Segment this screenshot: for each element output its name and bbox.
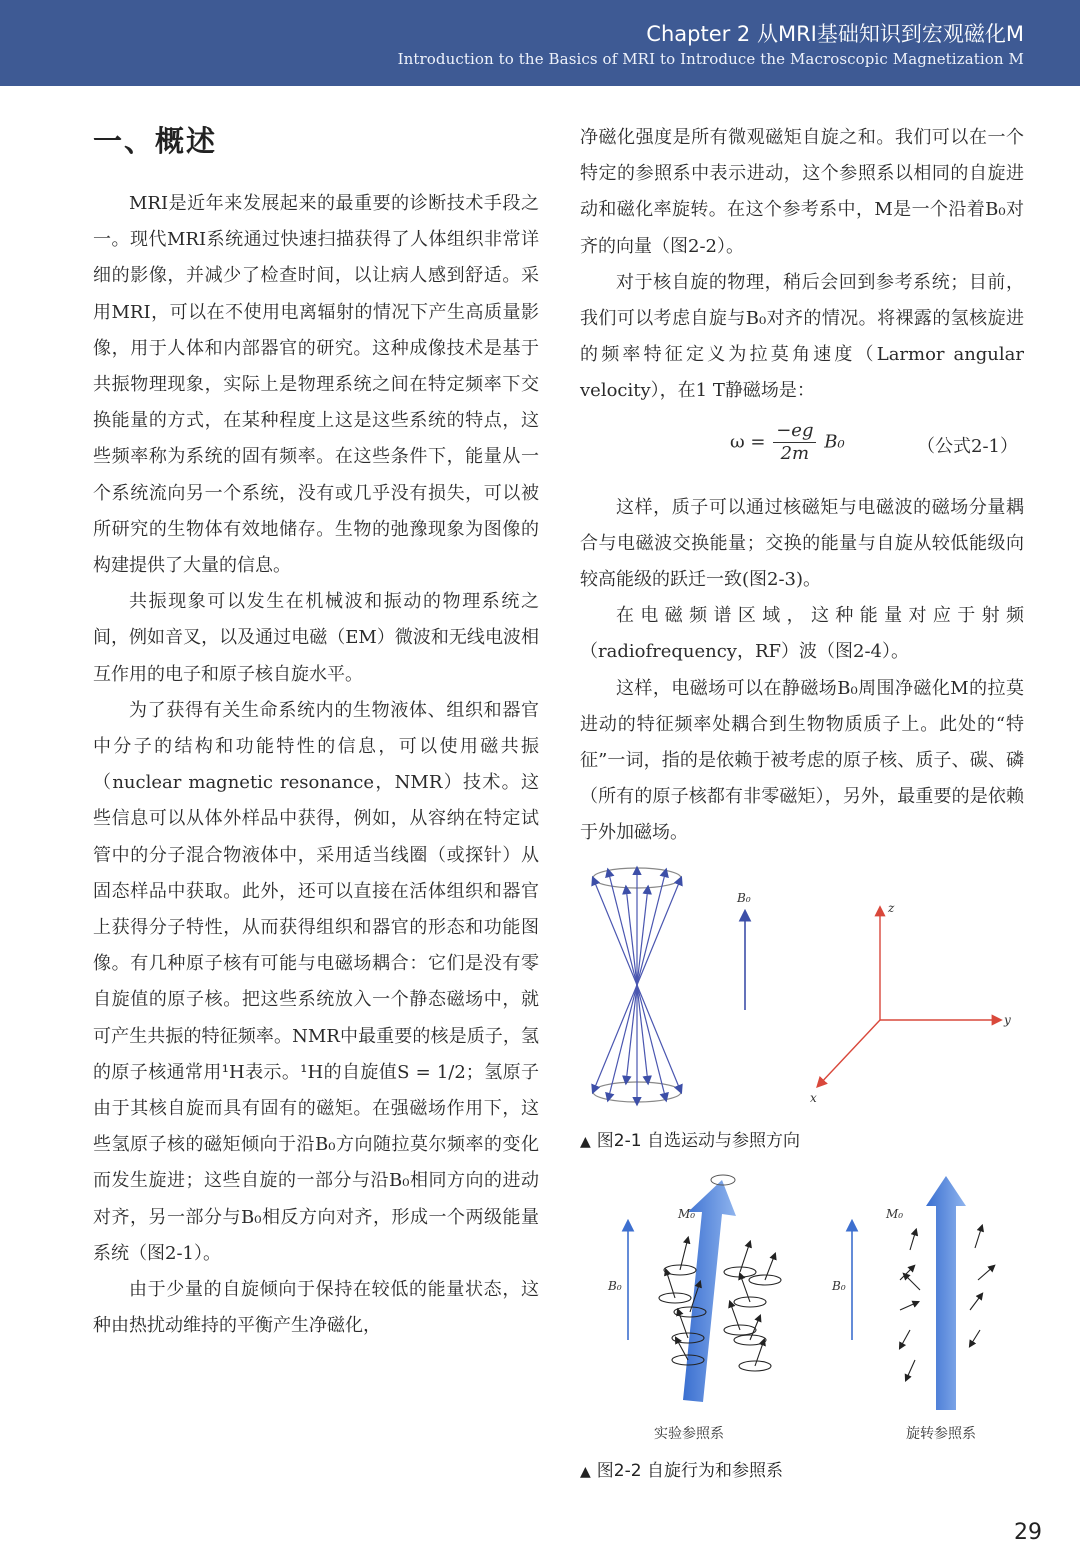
- double-cone-diagram: [593, 868, 681, 1104]
- left-column: [93, 118, 539, 1345]
- chapter-title: Chapter 2 从MRI基础知识到宏观磁化M: [646, 22, 1024, 46]
- paragraph: 共振现象可以发生在机械波和振动的物理系统之间，例如音叉，以及通过电磁（EM）微波和无线电波相互作用的电子和原子核自旋水平。: [93, 591, 539, 685]
- x-axis-label: x: [810, 1091, 817, 1105]
- lab-b0-label: B₀: [608, 1279, 622, 1293]
- section-title: 一、概述: [93, 124, 218, 158]
- formula-rhs: B₀: [824, 431, 845, 453]
- figure-2-2: [580, 1170, 1030, 1450]
- figure-2-2-caption: [580, 1456, 783, 1481]
- rot-m0-label: M₀: [886, 1207, 904, 1221]
- chapter-subtitle: Introduction to the Basics of MRI to Introduce the Macroscopic Magnetization M: [397, 50, 1024, 68]
- rot-b0-label: B₀: [832, 1279, 846, 1293]
- y-axis-label: y: [1004, 1013, 1011, 1027]
- chapter-header: [0, 0, 1080, 86]
- paragraph: 由于少量的自旋倾向于保持在较低的能量状态，这种由热扰动维持的平衡产生净磁化，: [93, 1279, 539, 1337]
- rot-m0-arrow: [926, 1176, 966, 1410]
- figure-2-1-caption: [580, 1126, 800, 1151]
- xyz-axes: [818, 908, 1000, 1086]
- figure-2-1: [580, 860, 1030, 1120]
- formula-expression: [730, 420, 845, 465]
- paragraph: 在电磁频谱区域，这种能量对应于射频（radiofrequency，RF）波（图2-4）。: [580, 605, 1024, 663]
- b0-label: B₀: [737, 891, 751, 905]
- z-axis-label: z: [888, 901, 895, 915]
- right-column: [580, 120, 1024, 852]
- precessing-spins: [659, 1238, 781, 1371]
- page-number: 29: [1014, 1520, 1042, 1545]
- formula-lhs: ω =: [730, 431, 766, 453]
- triangle-icon: ▲: [580, 1464, 591, 1480]
- paragraph: 这样，电磁场可以在静磁场B₀周围净磁化M的拉莫进动的特征频率处耦合到生物物质质子上。此处的“特征”一词，指的是依赖于被考虑的原子核、质子、碳、磷（所有的原子核都有非零磁矩），另外，最重要的是依赖于外加磁场。: [580, 677, 1024, 844]
- lab-frame-label: 实验参照系: [654, 1426, 724, 1442]
- paragraph: 净磁化强度是所有微观磁矩自旋之和。我们可以在一个特定的参照系中表示进动，这个参照系以相同的自旋进动和磁化率旋转。在这个参考系中，M是一个沿着B₀对齐的向量（图2-2）。: [580, 127, 1024, 257]
- caption-text: 图2-1 自选运动与参照方向: [596, 1131, 800, 1151]
- paragraph: 对于核自旋的物理，稍后会回到参考系统；目前，我们可以考虑自旋与B₀对齐的情况。将裸露的氢核旋进的频率特征定义为拉莫角速度（Larmor angular velocity），在1 T静磁场是：: [580, 271, 1024, 402]
- paragraph: MRI是近年来发展起来的最重要的诊断技术手段之一。现代MRI系统通过快速扫描获得了人体组织非常详细的影像，并减少了检查时间，以让病人感到舒适。采用MRI，可以在不使用电离辐射的情况下产生高质量影像，用于人体和内部器官的研究。这种成像技术是基于共振物理现象，实际上是物理系统之间在特定频率下交换能量的方式，在某种程度上这是这些系统的特点，这些频率称为系统的固有频率。在这些条件下，能量从一个系统流向另一个系统，没有或几乎没有损失，可以被所研究的生物体有效地储存。生物的弛豫现象为图像的构建提供了大量的信息。: [93, 193, 539, 577]
- formula-denominator: 2m: [780, 442, 810, 464]
- formula-2-1: [580, 414, 1024, 484]
- paragraph: 这样，质子可以通过核磁矩与电磁波的磁场分量耦合与电磁波交换能量；交换的能量与自旋从较低能级向较高能级的跃迁一致(图2-3)。: [580, 496, 1024, 591]
- rot-frame-label: 旋转参照系: [906, 1426, 976, 1442]
- caption-text: 图2-2 自旋行为和参照系: [596, 1461, 783, 1481]
- formula-label: （公式2-1）: [917, 435, 1018, 457]
- formula-fraction: [773, 420, 816, 465]
- lab-m0-label: M₀: [678, 1207, 696, 1221]
- triangle-icon: ▲: [580, 1134, 591, 1150]
- formula-numerator: −eg: [773, 420, 816, 443]
- paragraph: 为了获得有关生命系统内的生物液体、组织和器官中分子的结构和功能特性的信息，可以使用磁共振（nuclear magnetic resonance，NMR）技术。这些信息可以从体外样品中获得，例如，从容纳在特定试管中的分子混合物液体中，采用适当线圈（或探针）从固态样品中获取。此外，还可以直接在活体组织和器官上获得分子特性，从而获得组织和器官的形态和功能图像。有几种原子核有可能与电磁场耦合：它们是没有零自旋值的原子核。把这些系统放入一个静态磁场中，就可产生共振的特征频率。NMR中最重要的核是质子，氢的原子核通常用¹H表示。¹H的自旋值S = 1/2；氢原子由于其核自旋而具有固有的磁矩。在强磁场作用下，这些氢原子核的磁矩倾向于沿B₀方向随拉莫尔频率的变化而发生旋进；这些自旋的一部分与沿B₀相同方向的进动对齐，另一部分与B₀相反方向对齐，形成一个两级能量系统（图2-1）。: [93, 699, 539, 1264]
